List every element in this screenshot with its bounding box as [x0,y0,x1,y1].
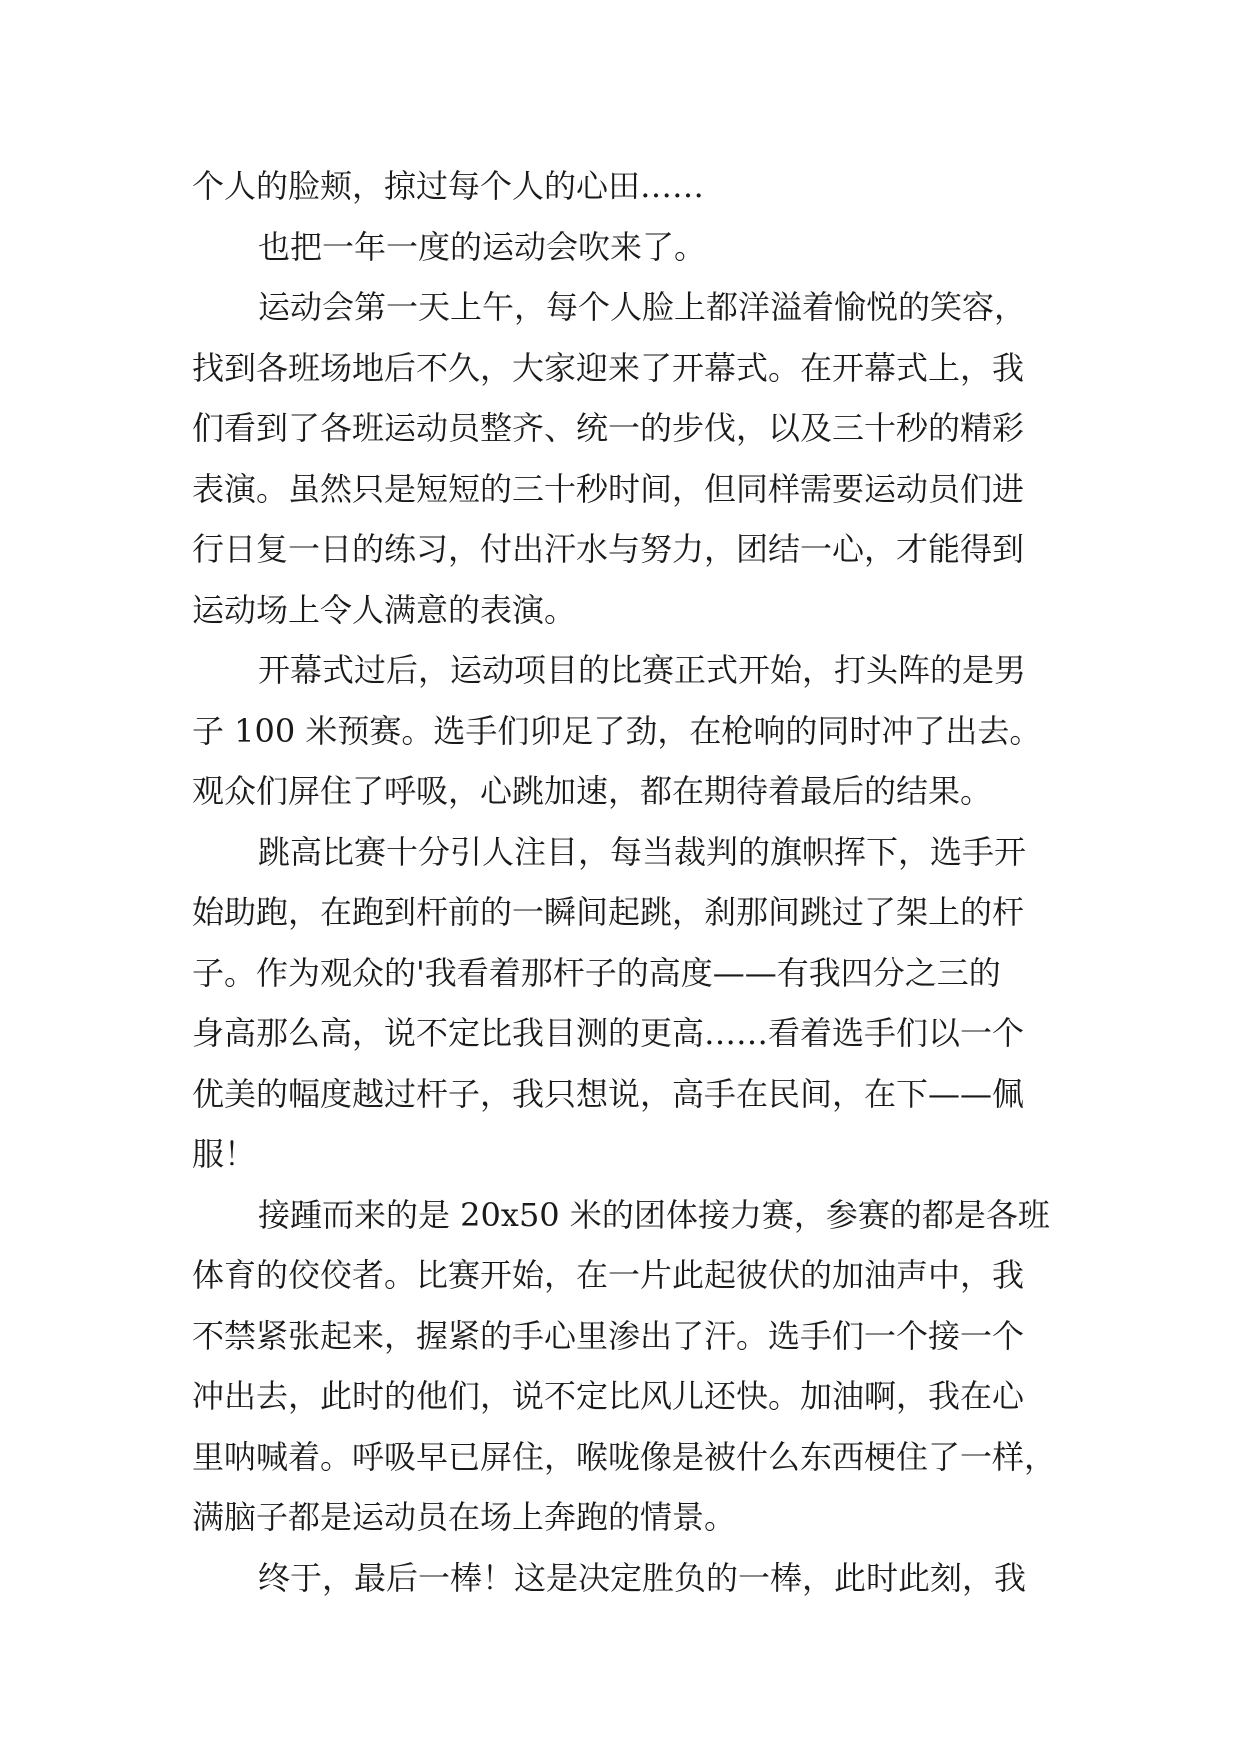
text-line: 始助跑，在跑到杆前的一瞬间起跳，刹那间跳过了架上的杆 [192,893,1025,931]
text-line: 接踵而来的是 20x50 米的团体接力赛，参赛的都是各班 [258,1195,1050,1234]
text-line: 也把一年一度的运动会吹来了。 [258,227,707,266]
text-line: 行日复一日的练习，付出汗水与努力，团结一心，才能得到 [192,530,1025,568]
text-line: 跳高比赛十分引人注目，每当裁判的旗帜挥下，选手开 [258,832,1027,871]
text-line: 优美的幅度越过杆子，我只想说，高手在民间，在下——佩 [192,1074,1025,1113]
text-line: 服！ [192,1135,257,1173]
text-body [192,156,1072,1608]
text-line: 里呐喊着。呼吸早已屏住，喉咙像是被什么东西梗住了一样， [192,1437,1057,1476]
text-line: 满脑子都是运动员在场上奔跑的情景。 [192,1498,737,1536]
text-line: 表演。虽然只是短短的三十秒时间，但同样需要运动员们进 [192,469,1025,508]
text-line: 找到各班场地后不久，大家迎来了开幕式。在开幕式上，我 [192,348,1025,387]
text-line: 观众们屏住了呼吸，心跳加速，都在期待着最后的结果。 [192,772,993,810]
text-line: 运动会第一天上午，每个人脸上都洋溢着愉悦的笑容， [258,288,1027,326]
text-line: 身高那么高，说不定比我目测的更高……看着选手们以一个 [192,1014,1025,1052]
text-line: 不禁紧张起来，握紧的手心里渗出了汗。选手们一个接一个 [192,1316,1025,1355]
text-line: 子。作为观众的'我看着那杆子的高度——有我四分之三的 [192,953,1001,992]
text-line: 个人的脸颊，掠过每个人的心田…… [192,167,705,205]
text-line: 开幕式过后，运动项目的比赛正式开始，打头阵的是男 [258,651,1027,689]
text-line: 们看到了各班运动员整齐、统一的步伐，以及三十秒的精彩 [192,409,1025,447]
text-line: 子 100 米预赛。选手们卯足了劲，在枪响的同时冲了出去。 [192,711,1042,750]
text-line: 终于，最后一棒！这是决定胜负的一棒，此时此刻，我 [258,1558,1027,1597]
text-line: 冲出去，此时的他们，说不定比风儿还快。加油啊，我在心 [192,1377,1025,1415]
text-line: 体育的佼佼者。比赛开始，在一片此起彼伏的加油声中，我 [192,1256,1025,1294]
text-line: 运动场上令人满意的表演。 [192,590,577,629]
